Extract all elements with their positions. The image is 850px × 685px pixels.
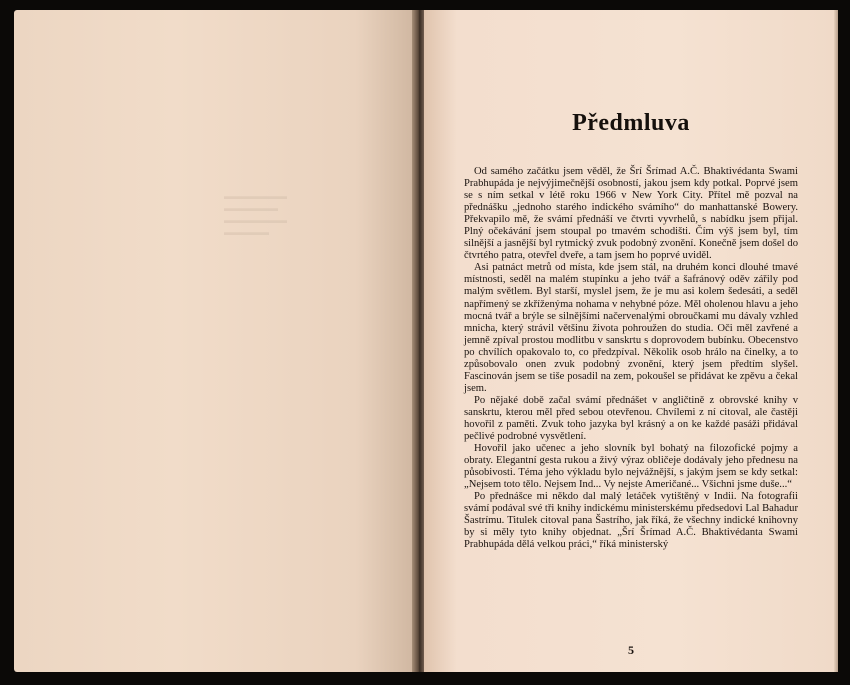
paragraph-5: Po přednášce mi někdo dal malý letáček vytištěný v Indii. Na fotografii svámí podával své tři knihy indickému ministerskému předsedovi Lal Bahadur Šastrímu. Titulek citoval pana Šastrího, jak říká, že všechny indické knihovny by si měly tyto knihy objednat. „Šrí Šrímad A.Č. Bhaktivédanta Swami Prabhupáda dělá velkou práci,“ říká ministerský [464,491,798,551]
page-edge [834,10,838,672]
left-page [14,10,416,672]
paragraph-3: Po nějaké době začal svámí přednášet v angličtině z obrovské knihy v sanskrtu, kterou měl před sebou otevřenou. Chvílemi z ní citoval, ale častěji hovořil z paměti. Zvuk toho jazyka byl krásný a on ke každé pasáži přidával pečlivé podrobné vysvětlení. [464,394,798,443]
show-through-shadow: ▬▬▬▬▬▬▬ ▬▬▬▬▬▬ ▬▬▬▬▬▬▬ ▬▬▬▬▬ [224,191,287,237]
page-title: Předmluva [572,110,690,136]
body-text [464,166,798,552]
paragraph-1: Od samého začátku jsem věděl, že Šrí Šrímad A.Č. Bhaktivédanta Swami Prabhupáda je nejvýjimečnější osobností, jakou jsem kdy potkal. Poprvé jsem se s ním setkal v létě roku 1966 v New York City. Přítel mě pozval na přednášku „jednoho starého indického svámího“ do manhattanské Bowery. Překvapilo mě, že svámí přednáší ve čtvrti vyvrhelů, s nabídku jsem přijal. Plný očekávání jsem stoupal po tmavém schodišti. Čím výš jsem byl, tím silnější a jasnější byl rytmický zvuk podobný zvonění. Konečně jsem došel do čtvrtého patra, otevřel dveře, a tam jsem ho poprvé uviděl. [464,166,798,262]
open-book [14,10,838,672]
page-number: 5 [628,643,634,657]
paragraph-4: Hovořil jako učenec a jeho slovník byl bohatý na filozofické pojmy a obraty. Elegantní gesta rukou a živý výraz obličeje dodávaly jeho přednesu na působivosti. Téma jeho výkladu bylo nejvážnější, s jakým jsem se kdy setkal: „Nejsem toto tělo. Nejsem Ind... Vy nejste Američané... Všichni jsme duše...“ [464,443,798,491]
right-page [424,10,838,672]
paragraph-2: Asi patnáct metrů od místa, kde jsem stál, na druhém konci dlouhé tmavé místnosti, seděl na malém stupínku a jeho tvář a šafránový oděv zářily pod malým světlem. Byl starší, myslel jsem, že je mu asi kolem šedesáti, a seděl napřímený se zkříženýma nohama v nehybné póze. Měl oholenou hlavu a jeho mocná tvář a brýle se silnějšími načervenalými obroučkami mu dávaly vzhled mnicha, který strávil většinu života pohroužen do studia. Oči měl zavřené a jemně zpíval prostou modlitbu v sanskrtu s doprovodem bubínku. Obecenstvo po chvílích opakovalo to, co předzpíval. Několik osob hrálo na činelky, a to způsobovalo onen zvuk podobný zvonění, který jsem předtím slyšel. Fascinován jsem se tiše posadil na zem, pokoušel se přidávat ke zpěvu a čekal jsem. [464,262,798,394]
